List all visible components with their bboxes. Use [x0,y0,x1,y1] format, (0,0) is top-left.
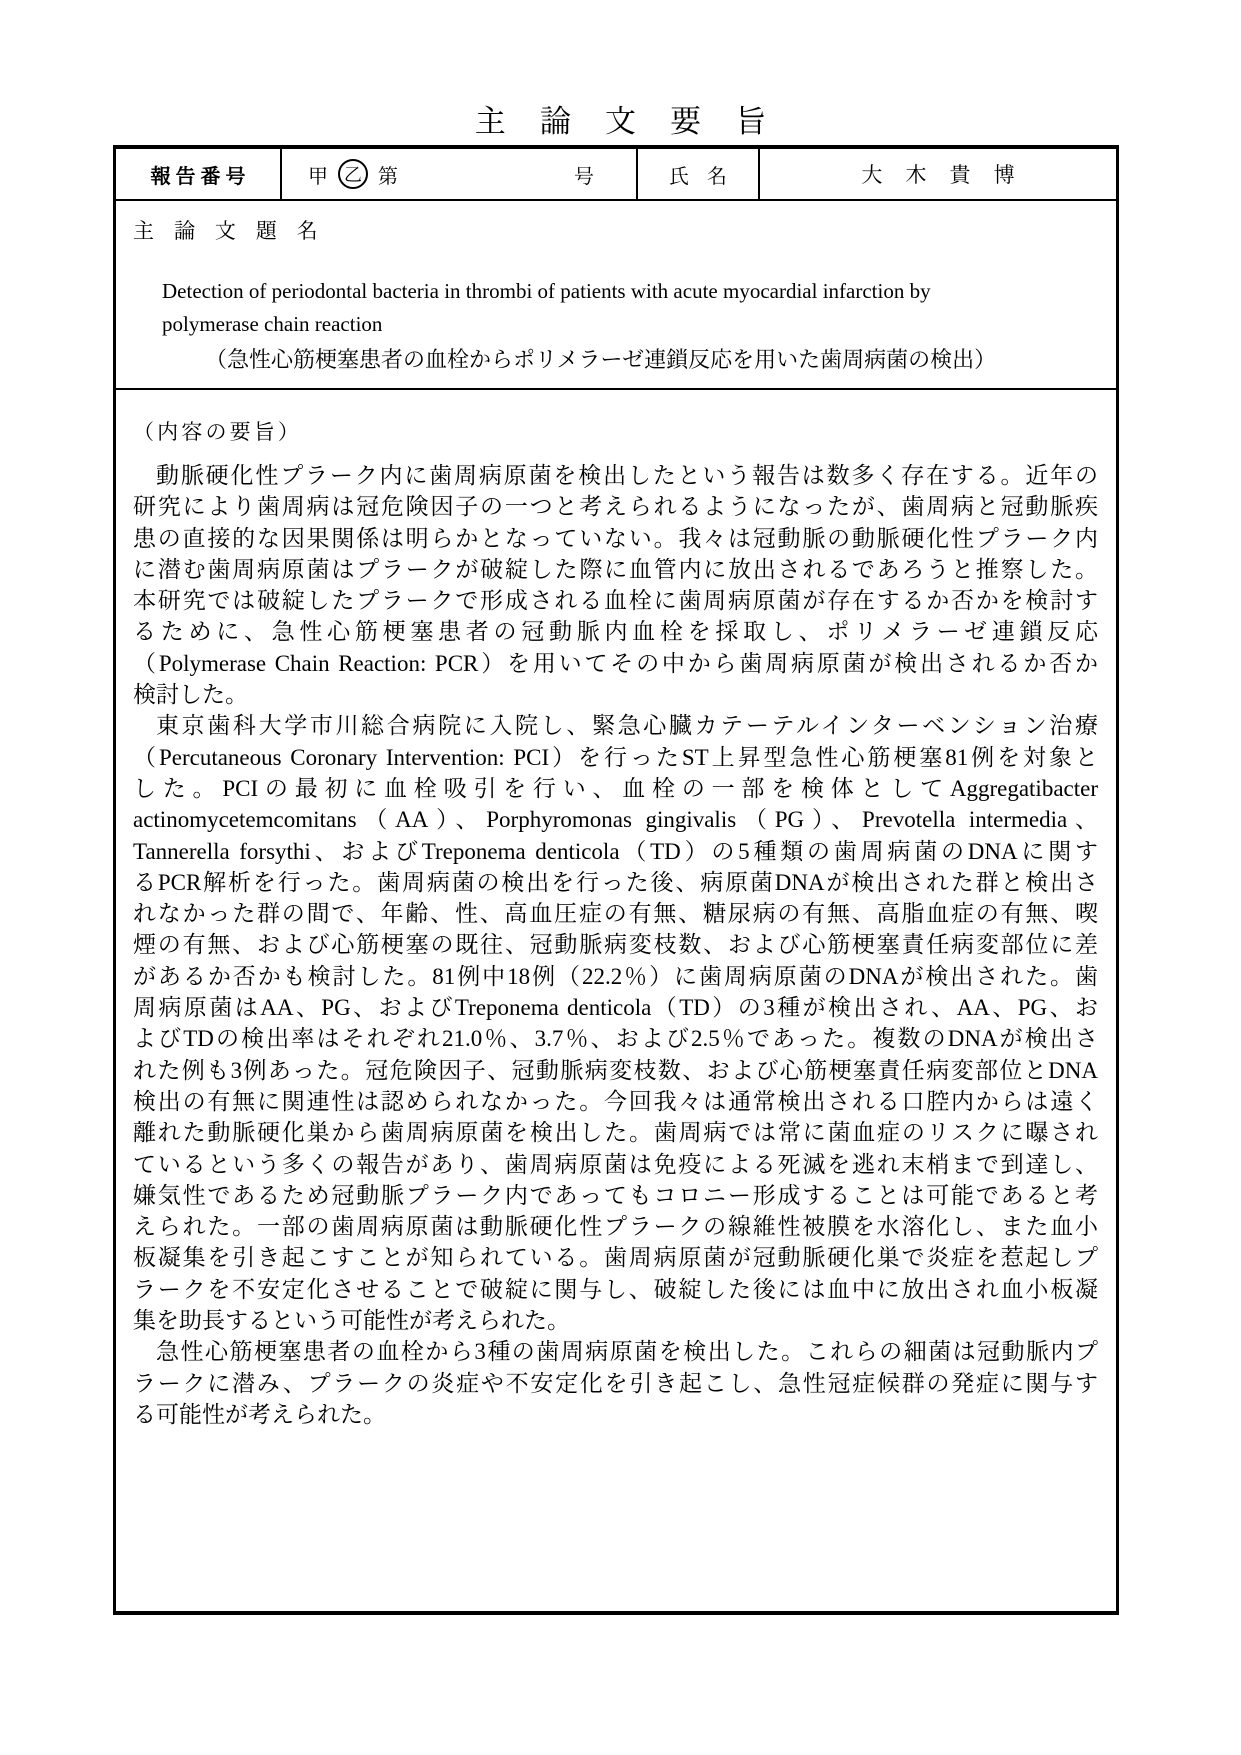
abstract-line: に潜む歯周病原菌はプラークが破綻した際に血管内に放出されるであろうと推察した。 [133,556,1098,582]
page-title: 主論文要旨 [474,104,801,139]
abstract-line: 東京歯科大学市川総合病院に入院し、緊急心臓カテーテルインターベンション治療 [156,713,1098,739]
abstract-line: ラークに潜み、プラークの炎症や不安定化を引き起こし、急性冠症候群の発症に関与す [133,1370,1098,1396]
author-name: 大木貴博 [861,163,1038,187]
abstract-line: るために、急性心筋梗塞患者の冠動脈内血栓を採取し、ポリメラーゼ連鎖反応 [133,619,1098,645]
report-number-dai: 第 [378,165,398,188]
document-frame [113,145,1119,1615]
name-label: 氏名 [638,149,760,199]
abstract-body [133,460,1098,1430]
abstract-line: れた例も3例あった。冠危険因子、冠動脈病変枝数、および心筋梗塞責任病変部位とDNA [133,1057,1098,1083]
abstract-line: （Percutaneous Coronary Intervention: PCI）を行ったST上昇型急性心筋梗塞81例を対象と [133,744,1098,770]
abstract-line: 本研究では破綻したプラークで形成される血栓に歯周病原菌が存在するか否かを検討す [133,588,1098,614]
header-row [116,149,1116,201]
abstract-line: した。PCIの最初に血栓吸引を行い、血栓の一部を検体としてAggregatibacter [133,775,1098,801]
report-number-cell [282,149,638,199]
thesis-title-english-line2: polymerase chain reaction [162,312,383,336]
abstract-line: があるか否かも検討した。81例中18例（22.2％）に歯周病原菌のDNAが検出された。歯 [133,963,1098,989]
abstract-line: えられた。一部の歯周病原菌は動脈硬化性プラークの線維性被膜を水溶化し、また血小 [133,1214,1098,1240]
abstract-line: 研究により歯周病は冠危険因子の一つと考えられるようになったが、歯周病と冠動脈疾 [133,494,1098,520]
thesis-title-english [133,275,1096,341]
abstract-line: 離れた動脈硬化巣から歯周病原菌を検出した。歯周病では常に菌血症のリスクに曝され [133,1120,1098,1146]
thesis-title-label: 主 論 文 題 名 [133,219,326,243]
abstract-line: るPCR解析を行った。歯周病菌の検出を行った後、病原菌DNAが検出された群と検出さ [133,869,1098,895]
abstract-line: 板凝集を引き起こすことが知られている。歯周病原菌が冠動脈硬化巣で炎症を惹起しプ [133,1245,1098,1271]
abstract-label: （内容の要旨） [133,420,303,444]
abstract-line: 嫌気性であるため冠動脈プラーク内であってもコロニー形成することは可能であると考 [133,1182,1098,1208]
report-number-otsu-circled: 乙 [338,159,368,189]
abstract-line: 集を助長するという可能性が考えられた。 [133,1308,570,1334]
abstract-section [116,390,1116,1430]
report-number-gou: 号 [574,165,594,188]
abstract-line: 患の直接的な因果関係は明らかとなっていない。我々は冠動脈の動脈硬化性プラーク内 [133,525,1098,551]
thesis-title-english-line1: Detection of periodontal bacteria in thrombi of patients with acute myocardial infarction by [162,279,931,303]
report-number-kou: 甲 [308,165,328,188]
thesis-title-section [116,201,1116,390]
thesis-title-japanese: （急性心筋梗塞患者の血栓からポリメラーゼ連鎖反応を用いた歯周病菌の検出） [205,347,997,372]
abstract-line: 周病原菌はAA、PG、およびTreponema denticola（TD）の3種が検出され、AA、PG、お [133,995,1098,1021]
abstract-line: る可能性が考えられた。 [133,1401,386,1427]
report-number-label: 報告番号 [116,149,282,199]
abstract-line: 急性心筋梗塞患者の血栓から3種の歯周病原菌を検出した。これらの細菌は冠動脈内プ [156,1339,1098,1365]
abstract-line: Tannerella forsythi、およびTreponema denticola（TD）の5種類の歯周病菌のDNAに関す [133,838,1098,864]
abstract-line: ラークを不安定化させることで破綻に関与し、破綻した後には血中に放出され血小板凝 [133,1276,1098,1302]
abstract-line: ているという多くの報告があり、歯周病原菌は免疫による死滅を逃れ末梢まで到達し、 [133,1151,1098,1177]
abstract-line: 動脈硬化性プラーク内に歯周病原菌を検出したという報告は数多く存在する。近年の [156,463,1098,488]
abstract-line: れなかった群の間で、年齢、性、高血圧症の有無、糖尿病の有無、高脂血症の有無、喫 [133,901,1098,927]
abstract-line: 検討した。 [133,682,248,708]
abstract-line: 検出の有無に関連性は認められなかった。今回我々は通常検出される口腔内からは遠く [133,1088,1099,1114]
abstract-line: （Polymerase Chain Reaction: PCR）を用いてその中から歯周病原菌が検出されるか否か [133,650,1098,676]
abstract-line: actinomycetemcomitans（AA）、Porphyromonas gingivalis（PG）、Prevotella intermedia、 [133,807,1098,833]
abstract-line: よびTDの検出率はそれぞれ21.0％、3.7％、および2.5％であった。複数のDNAが検出さ [133,1026,1098,1052]
abstract-line: 煙の有無、および心筋梗塞の既往、冠動脈病変枝数、および心筋梗塞責任病変部位に差 [133,932,1098,958]
